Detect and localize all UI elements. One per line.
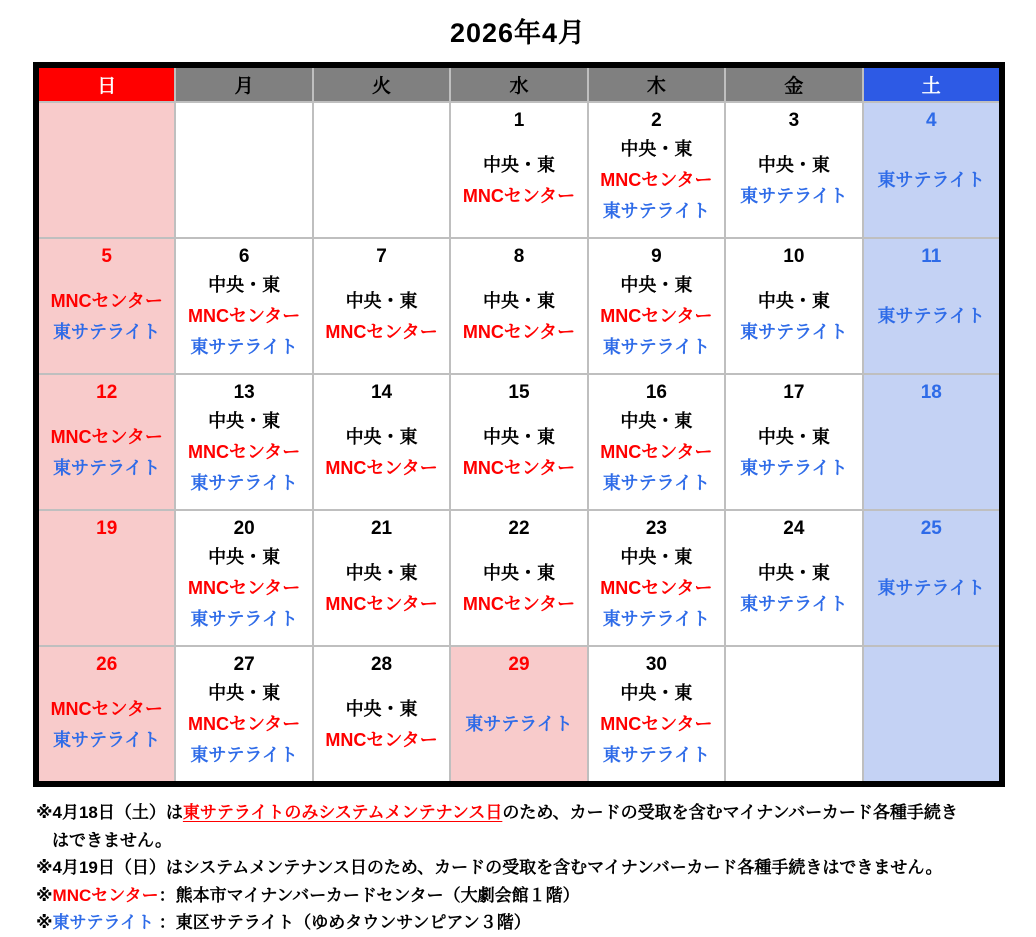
day-number-23: 23 (645, 518, 667, 539)
venue-label: MNCセンター (187, 714, 301, 734)
venue-label: MNCセンター (462, 321, 576, 342)
cell-lines (39, 134, 174, 237)
venue-label: 中央・東 (208, 683, 281, 703)
venue-label: MNCセンター (187, 442, 301, 462)
note-segment: ※4月19日（日）はシステムメンテナンス日のため、カードの受取を含むマイナンバーカード各種手続きはできません。 (36, 858, 943, 877)
empty-cell (726, 647, 861, 781)
venue-label: MNCセンター (600, 170, 713, 190)
note-segment: ※ (36, 913, 53, 932)
venue-label: MNCセンター (50, 698, 163, 719)
cell-lines (864, 406, 999, 509)
cell-lines (589, 270, 724, 373)
venue-label: 中央・東 (208, 275, 281, 295)
venue-label: MNCセンター (600, 442, 713, 462)
venue-label: 中央・東 (620, 547, 693, 567)
day-cell-5 (39, 239, 174, 373)
venue-label: 中央・東 (620, 683, 693, 703)
note-segment: のため、カードの受取を含むマイナンバーカード各種手続き (502, 803, 958, 822)
day-cell-28 (314, 647, 449, 781)
day-cell-29 (451, 647, 586, 781)
day-number-1: 1 (513, 110, 525, 131)
cell-lines (314, 406, 449, 509)
cell-lines (39, 678, 174, 781)
cell-lines (864, 134, 999, 237)
note-line-4 (36, 882, 1021, 910)
day-number-27: 27 (233, 654, 255, 675)
venue-label: 東サテライト (877, 170, 986, 190)
day-number-2: 2 (651, 110, 662, 131)
venue-label: 中央・東 (345, 290, 418, 311)
day-number-30: 30 (645, 654, 667, 675)
day-number-12: 12 (96, 382, 118, 403)
day-cell-21 (314, 511, 449, 645)
day-cell-2 (589, 103, 724, 237)
venue-label: 東サテライト (740, 321, 848, 342)
note-line-2 (36, 827, 1021, 855)
day-number-28: 28 (370, 654, 393, 675)
venue-label: MNCセンター (600, 714, 713, 734)
cell-lines (726, 542, 861, 645)
venue-label: 東サテライト (52, 321, 161, 342)
day-cell-16 (589, 375, 724, 509)
day-cell-15 (451, 375, 586, 509)
calendar-grid (33, 62, 1005, 787)
venue-label: 東サテライト (602, 201, 711, 221)
day-number-20: 20 (233, 518, 255, 539)
note-segment: ：東区サテライト（ゆめタウンサンピアン３階） (154, 913, 531, 932)
cell-lines (726, 678, 861, 781)
venue-label: MNCセンター (325, 593, 438, 614)
weekday-header-saturday: 土 (864, 68, 999, 101)
note-segment: ：熊本市マイナンバーカードセンター（大劇会館１階） (158, 885, 580, 905)
venue-label: 東サテライト (602, 745, 711, 765)
day-cell-19 (39, 511, 174, 645)
day-number-18: 18 (920, 382, 942, 403)
day-cell-30 (589, 647, 724, 781)
cell-lines (589, 134, 724, 237)
venue-label: 中央・東 (208, 547, 281, 567)
weekday-header-weekday: 木 (589, 68, 724, 101)
venue-label: 中央・東 (757, 154, 830, 175)
day-cell-13 (176, 375, 311, 509)
venue-label: 東サテライト (190, 745, 298, 765)
day-cell-20 (176, 511, 311, 645)
cell-lines (176, 678, 311, 781)
venue-label: MNCセンター (462, 457, 576, 478)
day-cell-17 (726, 375, 861, 509)
cell-lines (726, 134, 861, 237)
cell-lines (314, 134, 449, 237)
day-cell-10 (726, 239, 861, 373)
venue-label: MNCセンター (462, 185, 576, 206)
venue-label: 東サテライト (602, 609, 711, 629)
day-cell-12 (39, 375, 174, 509)
venue-label: 中央・東 (620, 139, 693, 159)
day-number-16: 16 (645, 382, 667, 403)
note-segment: ※ (36, 885, 53, 905)
day-cell-3 (726, 103, 861, 237)
weekday-header-weekday: 金 (726, 68, 861, 101)
venue-label: MNCセンター (50, 290, 163, 311)
venue-label: 中央・東 (482, 562, 555, 583)
day-number-19: 19 (96, 518, 118, 539)
day-number-5: 5 (101, 246, 112, 267)
venue-label: 中央・東 (482, 426, 555, 447)
day-number-4: 4 (925, 110, 937, 131)
day-cell-9 (589, 239, 724, 373)
venue-label: 中央・東 (757, 562, 830, 583)
note-segment: はできません。 (52, 830, 173, 850)
cell-lines (589, 678, 724, 781)
venue-label: 東サテライト (740, 593, 848, 614)
cell-lines (451, 406, 586, 509)
day-number-29: 29 (508, 654, 530, 675)
cell-lines (176, 134, 311, 237)
venue-label: 中央・東 (208, 411, 281, 431)
venue-label: MNCセンター (600, 578, 713, 598)
day-number-8: 8 (513, 246, 525, 267)
day-cell-26 (39, 647, 174, 781)
day-number-10: 10 (783, 246, 805, 267)
day-cell-22 (451, 511, 586, 645)
venue-label: MNCセンター (600, 306, 713, 326)
venue-label: MNCセンター (462, 593, 576, 614)
day-cell-18 (864, 375, 999, 509)
note-segment: 東サテライトのみシステムメンテナンス日 (182, 803, 503, 822)
day-cell-1 (451, 103, 586, 237)
cell-lines (726, 406, 861, 509)
day-cell-14 (314, 375, 449, 509)
venue-label: 中央・東 (482, 290, 555, 311)
day-cell-23 (589, 511, 724, 645)
cell-lines (314, 270, 449, 373)
cell-lines (451, 134, 586, 237)
day-cell-6 (176, 239, 311, 373)
weekday-header-weekday: 火 (314, 68, 449, 101)
empty-cell (314, 103, 449, 237)
cell-lines (39, 542, 174, 645)
venue-label: 東サテライト (190, 609, 298, 629)
venue-label: 中央・東 (345, 426, 418, 447)
venue-label: 中央・東 (620, 275, 693, 295)
note-segment: MNCセンター (52, 885, 159, 905)
cell-lines (589, 406, 724, 509)
day-cell-27 (176, 647, 311, 781)
note-line-1 (36, 799, 1021, 827)
venue-label: 東サテライト (465, 714, 573, 734)
day-number-22: 22 (508, 518, 530, 539)
venue-label: MNCセンター (325, 321, 438, 342)
empty-cell (176, 103, 311, 237)
empty-cell (864, 647, 999, 781)
venue-label: 東サテライト (52, 457, 161, 478)
day-number-13: 13 (233, 382, 255, 403)
venue-label: 中央・東 (757, 426, 830, 447)
day-number-15: 15 (508, 382, 530, 403)
venue-label: 中央・東 (345, 698, 418, 719)
cell-lines (314, 678, 449, 781)
venue-label: 東サテライト (602, 473, 711, 493)
note-segment: ※4月18日（土）は (36, 803, 183, 822)
note-line-3 (36, 854, 1021, 882)
venue-label: 中央・東 (620, 411, 693, 431)
venue-label: MNCセンター (187, 306, 301, 326)
venue-label: MNCセンター (50, 426, 163, 447)
day-number-26: 26 (96, 654, 118, 675)
cell-lines (451, 542, 586, 645)
day-number-24: 24 (783, 518, 805, 539)
cell-lines (726, 270, 861, 373)
cell-lines (589, 542, 724, 645)
cell-lines (176, 270, 311, 373)
day-number-7: 7 (376, 246, 387, 267)
cell-lines (864, 678, 999, 781)
cell-lines (451, 270, 586, 373)
day-cell-24 (726, 511, 861, 645)
venue-label: 東サテライト (877, 578, 986, 598)
venue-label: MNCセンター (325, 729, 438, 750)
venue-label: MNCセンター (325, 457, 438, 478)
cell-lines (176, 542, 311, 645)
note-line-5 (36, 909, 1021, 937)
weekday-header-sunday: 日 (39, 68, 174, 101)
venue-label: 中央・東 (345, 562, 418, 583)
note-segment: 東サテライト (52, 913, 155, 932)
day-cell-4 (864, 103, 999, 237)
notes-section (36, 799, 1021, 937)
venue-label: 東サテライト (877, 306, 986, 326)
day-number-3: 3 (788, 110, 800, 131)
cell-lines (39, 406, 174, 509)
cell-lines (451, 678, 586, 781)
venue-label: 東サテライト (190, 337, 298, 357)
day-cell-11 (864, 239, 999, 373)
day-number-17: 17 (783, 382, 805, 403)
venue-label: 東サテライト (740, 185, 848, 206)
day-number-21: 21 (370, 518, 393, 539)
day-number-25: 25 (920, 518, 942, 539)
day-number-9: 9 (651, 246, 662, 267)
empty-cell (39, 103, 174, 237)
cell-lines (39, 270, 174, 373)
day-number-6: 6 (238, 246, 250, 267)
day-number-14: 14 (370, 382, 393, 403)
venue-label: 東サテライト (740, 457, 848, 478)
day-cell-25 (864, 511, 999, 645)
venue-label: 中央・東 (482, 154, 555, 175)
venue-label: 中央・東 (757, 290, 830, 311)
cell-lines (864, 542, 999, 645)
day-cell-7 (314, 239, 449, 373)
cell-lines (864, 270, 999, 373)
day-cell-8 (451, 239, 586, 373)
weekday-header-weekday: 水 (451, 68, 586, 101)
page-title: 2026年4月 (449, 18, 587, 48)
cell-lines (176, 406, 311, 509)
venue-label: 東サテライト (52, 729, 161, 750)
venue-label: 東サテライト (602, 337, 711, 357)
day-number-11: 11 (921, 246, 942, 267)
venue-label: 東サテライト (190, 473, 298, 493)
weekday-header-weekday: 月 (176, 68, 311, 101)
venue-label: MNCセンター (187, 578, 301, 598)
cell-lines (314, 542, 449, 645)
